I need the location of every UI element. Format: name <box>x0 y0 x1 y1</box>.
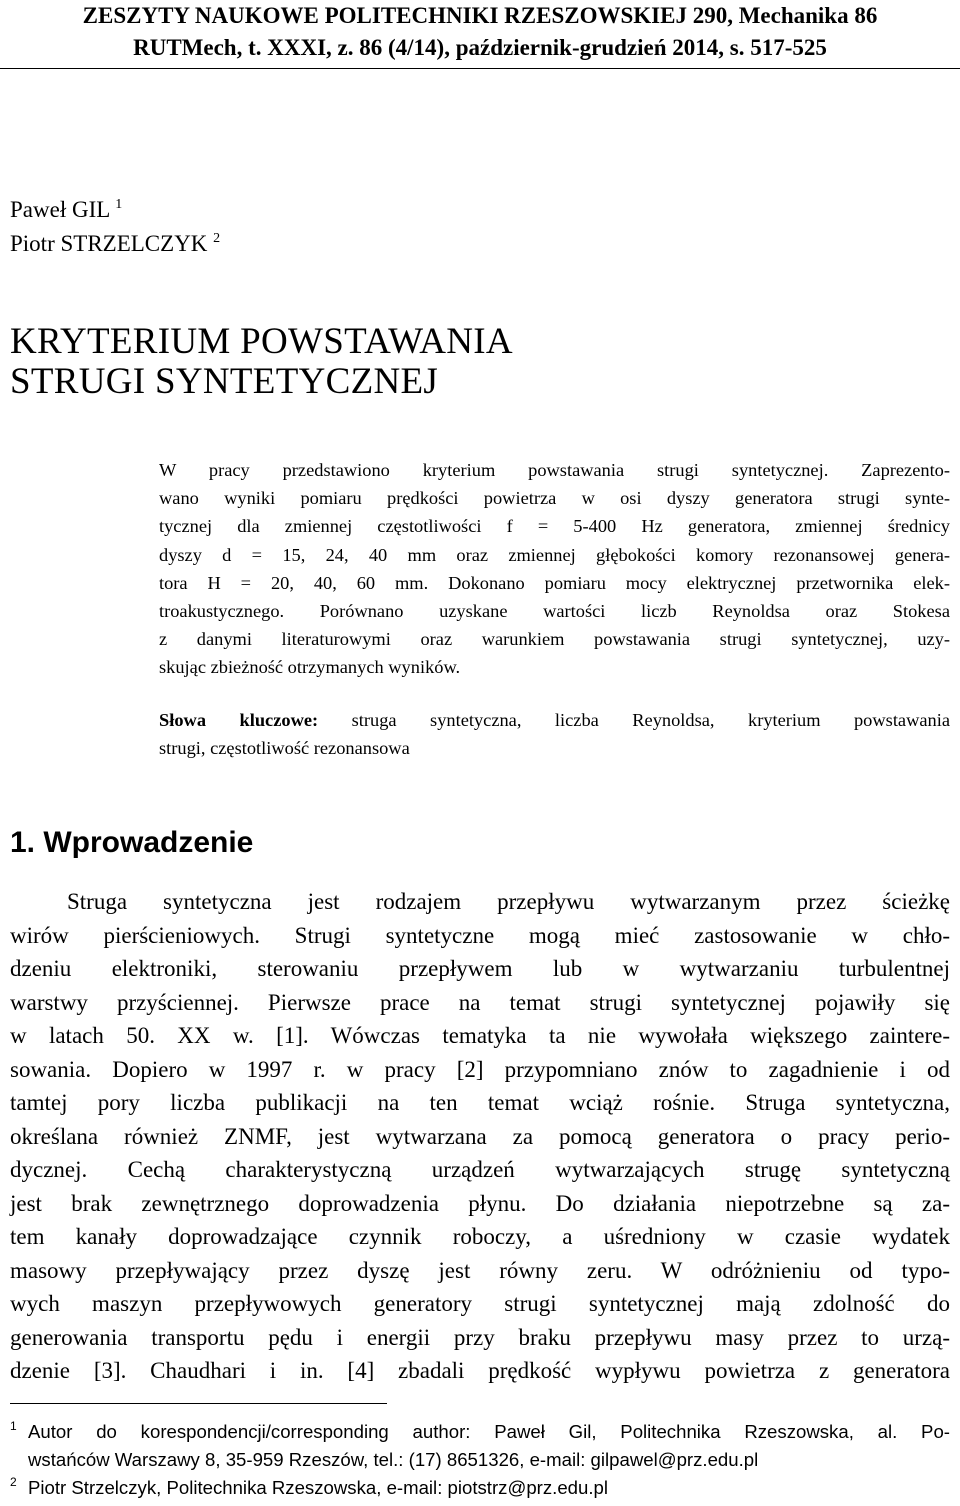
footnote-line: wstańców Warszawy 8, 35-959 Rzeszów, tel.: (17) 8651326, e-mail: gilpawel@prz.edu.pl <box>28 1449 759 1470</box>
body-line: tem kanały doprowadzające czynnik roboczy, a uśredniony w czasie wydatek <box>10 1224 950 1249</box>
author-list <box>10 193 220 261</box>
abstract-line: troakustycznego. Porównano uzyskane wartości liczb Reynoldsa oraz Stokesa <box>159 601 950 622</box>
author-name: Paweł GIL <box>10 197 110 222</box>
journal-line-1: ZESZYTY NAUKOWE POLITECHNIKI RZESZOWSKIEJ 290, Mechanika 86 <box>82 3 878 28</box>
body-line: sowania. Dopiero w 1997 r. w pracy [2] przypomniano znów to zagadnienie i od <box>10 1056 950 1082</box>
footnote-mark: 2 <box>213 231 221 246</box>
body-line: określana również ZNMF, jest wytwarzana za pomocą generatora o pracy perio- <box>10 1123 950 1149</box>
abstract-line: skując zbieżność otrzymanych wyników. <box>159 657 461 678</box>
body-line: Struga syntetyczna jest rodzajem przepływu wytwarzanym przez ścieżkę <box>67 889 950 914</box>
body-line: wirów pierścieniowych. Strugi syntetyczne mogą mieć zastosowanie w chło- <box>10 922 950 948</box>
abstract-line: tycznej dla zmiennej częstotliwości f = 5-400 Hz generatora, zmiennej średnicy <box>159 516 950 537</box>
journal-header <box>0 0 960 69</box>
author-2 <box>10 227 220 261</box>
body-line: tamtej pory liczba publikacji na ten temat wciąż rośnie. Struga syntetyczna, <box>10 1090 950 1115</box>
keywords-line-1 <box>159 706 950 734</box>
author-1 <box>10 193 220 227</box>
title-line-1: KRYTERIUM POWSTAWANIA <box>10 321 513 362</box>
section-heading: 1. Wprowadzenie <box>10 826 254 859</box>
abstract <box>159 456 950 682</box>
footnote-divider <box>10 1403 387 1404</box>
body-line: dzeniu elektroniki, sterowaniu przepływem lub w wytwarzaniu turbulentnej <box>10 956 950 981</box>
abstract-line: dyszy d = 15, 24, 40 mm oraz zmiennej głębokości komory rezonansowej genera- <box>159 544 950 565</box>
title-line-2: STRUGI SYNTETYCZNEJ <box>10 361 439 402</box>
body-line: warstwy przyściennej. Pierwsze prace na temat strugi syntetycznej pojawiły się <box>10 989 950 1015</box>
abstract-line: W pracy przedstawiono kryterium powstawania strugi syntetycznej. Zaprezento- <box>159 460 950 480</box>
body-line: masowy przepływający przez dyszę jest równy zeru. W odróżnieniu od typo- <box>10 1257 950 1283</box>
footnotes <box>10 1418 950 1502</box>
keywords-text-2: strugi, częstotliwość rezonansowa <box>159 738 410 759</box>
body-line: w latach 50. XX w. [1]. Wówczas tematyka ta nie wywołała większego zaintere- <box>10 1023 950 1048</box>
footnote-2 <box>10 1474 950 1502</box>
paper-title <box>10 322 513 402</box>
footnote-mark: 2 <box>10 1475 17 1489</box>
abstract-line: wano wyniki pomiaru prędkości powietrza w osi dyszy generatora strugi synte- <box>159 488 950 509</box>
footnote-1 <box>10 1418 950 1474</box>
footnote-line: Piotr Strzelczyk, Politechnika Rzeszowska, e-mail: piotstrz@prz.edu.pl <box>28 1477 608 1498</box>
footnote-line: Autor do korespondencji/corresponding author: Paweł Gil, Politechnika Rzeszowska, al. Po- <box>28 1421 950 1442</box>
body-line: wych maszyn przepływowych generatory strugi syntetycznej mają zdolność do <box>10 1291 950 1316</box>
body-line: dycznej. Cechą charakterystyczną urządzeń wytwarzających strugę syntetyczną <box>10 1157 950 1182</box>
body-line: jest brak zewnętrznego doprowadzenia płynu. Do działania niepotrzebne są za- <box>10 1190 950 1216</box>
keywords-text-1: struga syntetyczna, liczba Reynoldsa, kryterium powstawania <box>351 710 950 730</box>
footnote-mark: 1 <box>10 1419 17 1433</box>
body-line: dzenie [3]. Chaudhari i in. [4] zbadali prędkość wypływu powietrza z generatora <box>10 1358 950 1383</box>
journal-line-2: RUTMech, t. XXXI, z. 86 (4/14), październik-grudzień 2014, s. 517-525 <box>133 35 827 60</box>
abstract-line: tora H = 20, 40, 60 mm. Dokonano pomiaru mocy elektrycznej przetwornika elek- <box>159 572 950 593</box>
keywords-label: Słowa kluczowe: <box>159 710 319 730</box>
keywords <box>159 706 950 762</box>
abstract-line: z danymi literaturowymi oraz warunkiem powstawania strugi syntetycznej, uzy- <box>159 629 950 650</box>
footnote-mark: 1 <box>115 197 123 212</box>
section-body <box>10 885 950 1388</box>
body-line: generowania transportu pędu i energii przy braku przepływu masy przez to urzą- <box>10 1324 950 1350</box>
author-name: Piotr STRZELCZYK <box>10 231 208 256</box>
